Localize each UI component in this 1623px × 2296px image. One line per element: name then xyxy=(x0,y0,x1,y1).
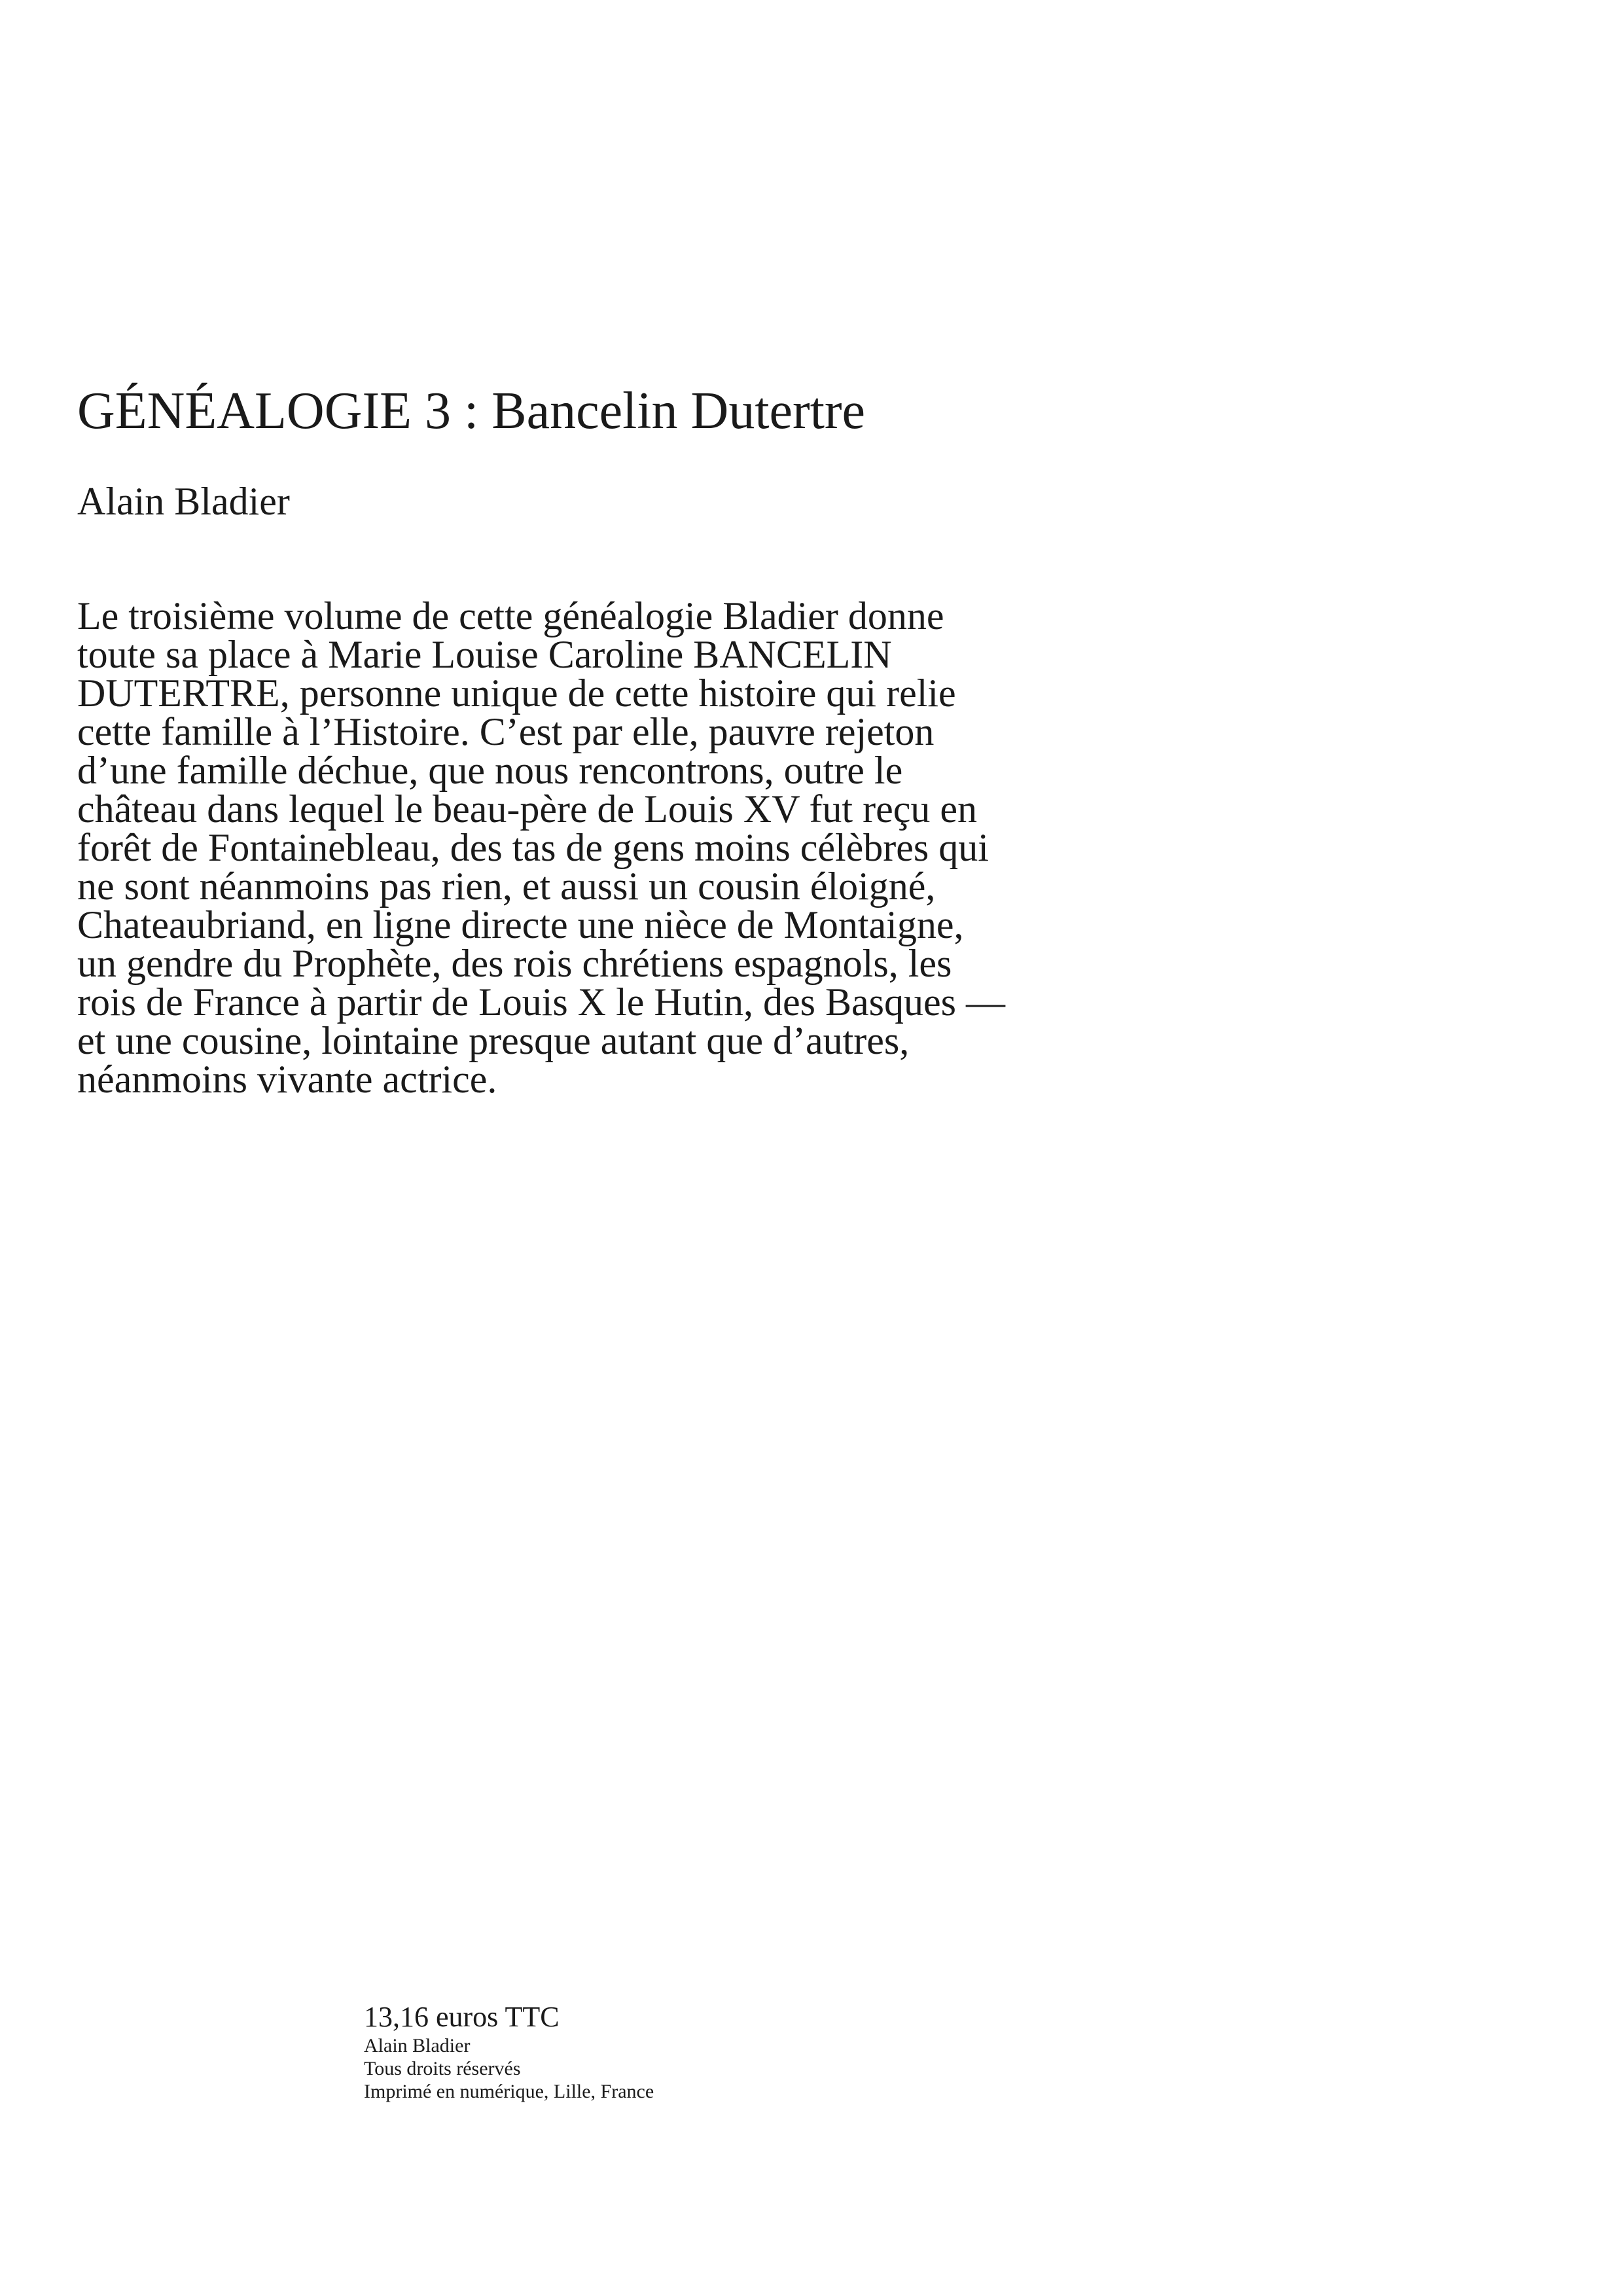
blurb-line: et une cousine, lointaine presque autant que d’autres, xyxy=(77,1019,910,1062)
blurb-line: néanmoins vivante actrice. xyxy=(77,1058,497,1101)
imprint-block xyxy=(364,2000,654,2103)
blurb-line: cette famille à l’Histoire. C’est par elle, pauvre rejeton xyxy=(77,710,935,753)
blurb-paragraph xyxy=(77,594,1255,1101)
blurb-line: Le troisième volume de cette généalogie Bladier donne xyxy=(77,594,944,637)
book-title: GÉNÉALOGIE 3 : Bancelin Dutertre xyxy=(77,382,866,440)
blurb-line: d’une famille déchue, que nous rencontrons, outre le xyxy=(77,749,903,792)
printing-info: Imprimé en numérique, Lille, France xyxy=(364,2081,654,2102)
blurb-line: un gendre du Prophète, des rois chrétiens espagnols, les xyxy=(77,942,952,985)
blurb-line: château dans lequel le beau-père de Louis XV fut reçu en xyxy=(77,787,977,831)
rights-notice: Tous droits réservés xyxy=(364,2058,521,2079)
book-author: Alain Bladier xyxy=(77,480,290,523)
blurb-line: DUTERTRE, personne unique de cette histoire qui relie xyxy=(77,672,956,715)
blurb-line: toute sa place à Marie Louise Caroline BANCELIN xyxy=(77,633,892,676)
blurb-line: ne sont néanmoins pas rien, et aussi un cousin éloigné, xyxy=(77,865,936,908)
imprint-author: Alain Bladier xyxy=(364,2035,471,2056)
blurb-line: forêt de Fontainebleau, des tas de gens moins célèbres qui xyxy=(77,826,989,869)
blurb-line: Chateaubriand, en ligne directe une nièce de Montaigne, xyxy=(77,903,964,946)
price-label: 13,16 euros TTC xyxy=(364,2001,560,2033)
blurb-line: rois de France à partir de Louis X le Hutin, des Basques — xyxy=(77,980,1005,1024)
